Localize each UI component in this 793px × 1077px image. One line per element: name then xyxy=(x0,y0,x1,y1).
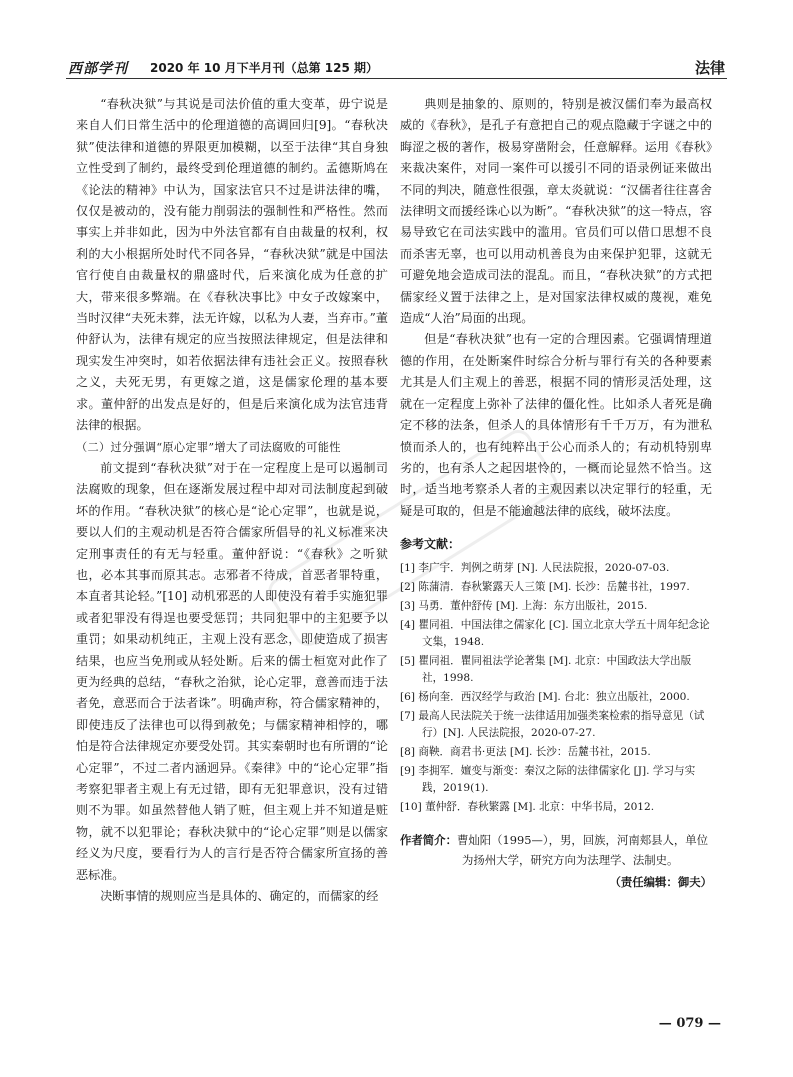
reference-item: [3] 马勇．董仲舒传 [M]. 上海：东方出版社，2015. xyxy=(400,599,648,612)
reference-item: [7] 最高人民法院关于统一法律适用加强类案检索的指导意见（试行）[N]. 人民法院报，2020-07-27. xyxy=(400,709,705,739)
right-column xyxy=(400,94,712,893)
paragraph: 但是“春秋决狱”也有一定的合理因素。它强调情理道德的作用，在处断案件时综合分析与罪行有关的各种要素尤其是人们主观上的善恶，根据不同的情形灵活处理，这就在一定程度上弥补了法律的僵化性。比如杀人者死是确定不移的法条，但杀人的具体情形有千千万万，有为泄私愤而杀人的，也有纯粹出于公心而杀人的；有动机特别卑劣的，也有杀人之起因堪怜的，一概而论显然不恰当。这时，适当地考察杀人者的主观因素以决定罪行的轻重，无疑是可取的，但是不能逾越法律的底线，破坏法度。 xyxy=(400,332,712,518)
journal-brand: 西部学刊 xyxy=(68,61,128,77)
reference-item: [4] 瞿同祖．中国法律之儒家化 [C]. 国立北京大学五十周年纪念论文集，1948. xyxy=(400,618,710,648)
editor-credit: （责任编辑：御夫） xyxy=(609,874,712,889)
left-column xyxy=(76,94,388,907)
author-bio xyxy=(400,830,712,870)
author-bio-label: 作者简介： xyxy=(400,832,457,847)
author-bio-line2: 为扬州大学，研究方向为法理学、法制史。 xyxy=(462,852,679,867)
issue-info: 2020 年 10 月下半月刊（总第 125 期） xyxy=(150,61,379,75)
subheading: （二）过分强调“原心定罪”增大了司法腐败的可能性 xyxy=(76,440,341,454)
page-number: — 079 — xyxy=(658,1016,721,1031)
references-list xyxy=(400,560,712,816)
author-bio-line1: 曹灿阳（1995—），男，回族，河南郏县人，单位 xyxy=(456,832,709,847)
page-header xyxy=(66,56,727,79)
reference-item: [1] 李广宇．判例之萌芽 [N]. 人民法院报，2020-07-03. xyxy=(400,561,670,574)
paragraph: 典则是抽象的、原则的，特别是被汉儒们奉为最高权威的《春秋》，是孔子有意把自己的观点隐藏于字谜之中的晦涩之极的著作，极易穿凿附会，任意解释。运用《春秋》来裁决案件，对同一案件可以援引不同的语录例证来做出不同的判决，随意性很强，章太炎就说：“汉儒者往往喜舍法律明文而援经诛心以为断”。“春秋决狱”的这一特点，容易导致它在司法实践中的滥用。官员们可以借口思想不良而杀害无辜，也可以用动机善良为由来保护犯罪，这就无可避免地会造成司法的混乱。而且，“春秋决狱”的方式把儒家经义置于法律之上，是对国家法律权威的蔑视，难免造成“人治”局面的出现。 xyxy=(400,97,712,326)
paragraph: “春秋决狱”与其说是司法价值的重大变革，毋宁说是来自人们日常生活中的伦理道德的高调回归[9]。“春秋决狱”使法律和道德的界限更加模糊，以至于法律“其自身独立性受到了制约，最终受到伦理道德的制约。孟德斯鸠在《论法的精神》中认为，国家法官只不过是讲法律的嘴，仅仅是被动的，没有能力削弱法的强制性和严格性。然而事实上并非如此，因为中外法官都有自由裁量的权利，权利的大小根据所处时代不同各异，“春秋决狱”就是中国法官行使自由裁量权的鼎盛时代，后来演化成为任意的扩大，带来很多弊端。在《春秋决事比》中女子改嫁案中，当时汉律“夫死未葬，法无许嫁，以私为人妻，当弃市。”董仲舒认为，法律有规定的应当按照法律规定，但是法律和现实发生冲突时，如若依据法律有违社会正义。按照春秋之义，夫死无男，有更嫁之道，这是儒家伦理的基本要求。董仲舒的出发点是好的，但是后来演化成为法官违背法律的根据。 xyxy=(76,97,388,433)
reference-item: [6] 杨向奎．西汉经学与政治 [M]. 台北：独立出版社，2000. xyxy=(400,690,690,703)
paragraph: 前文提到“春秋决狱”对于在一定程度上是可以遏制司法腐败的现象，但在逐渐发展过程中却对司法制度起到破坏的作用。“春秋决狱”的核心是“论心定罪”，也就是说，要以人们的主观动机是否符合儒家所倡导的礼义标准来决定刑事责任的有无与轻重。董仲舒说：“《春秋》之听狱也，必本其事而原其志。志邪者不待成，首恶者罪特重，本直者其论轻。”[10] 动机邪恶的人即使没有着手实施犯罪或者犯罪没有得逞也要受惩罚；共同犯罪中的主犯要予以重罚；如果动机纯正，主观上没有恶念，即使造成了损害结果，也应当免刑或从轻处断。后来的儒士桓宽对此作了更为经典的总结，“春秋之治狱，论心定罪，意善而违于法者免，意恶而合于法者诛”。明确声称，符合儒家精神的，即使违反了法律也可以得到赦免；与儒家精神相悖的，哪怕是符合法律规定亦要受处罚。其实秦朝时也有所谓的“论心定罪”，不过二者内涵迥异。《秦律》中的“论心定罪”指考察犯罪者主观上有无过错，即有无犯罪意识，没有过错则不为罪。如虽然替他人销了赃，但主观上并不知道是赃物，就不以犯罪论；春秋决狱中的“论心定罪”则是以儒家经义为尺度，要看行为人的言行是否符合儒家所宣扬的善恶标准。 xyxy=(76,460,388,882)
references-title: 参考文献： xyxy=(400,537,461,552)
paragraph: 决断事情的规则应当是具体的、确定的，而儒家的经 xyxy=(100,889,379,904)
reference-item: [2] 陈蒲清．春秋繁露天人三策 [M]. 长沙：岳麓书社，1997. xyxy=(400,580,690,593)
reference-item: [8] 商鞅．商君书·更法 [M]. 长沙：岳麓书社，2015. xyxy=(400,745,651,758)
reference-item: [9] 李拥军．嬗变与渐变：秦汉之际的法律儒家化 [J]. 学习与实践，2019(1). xyxy=(400,764,696,794)
section-title: 法律 xyxy=(694,59,725,77)
reference-item: [10] 董仲舒．春秋繁露 [M]. 北京：中华书局，2012. xyxy=(400,800,655,813)
reference-item: [5] 瞿同祖．瞿同祖法学论著集 [M]. 北京：中国政法大学出版社，1998. xyxy=(400,654,692,684)
